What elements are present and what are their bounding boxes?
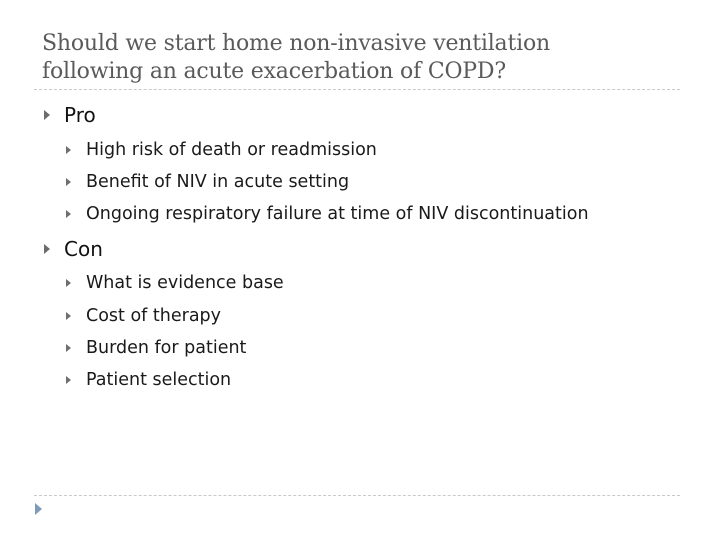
triangle-right-icon — [66, 146, 71, 154]
list-item — [66, 304, 221, 328]
slide-title-line-2: following an acute exacerbation of COPD? — [42, 59, 506, 84]
section-pro — [44, 102, 96, 128]
triangle-right-icon — [44, 244, 50, 254]
list-item-text: Ongoing respiratory failure at time of NIV discontinuation — [86, 204, 589, 224]
list-item-text: Benefit of NIV in acute setting — [86, 172, 350, 192]
nav-triangle-icon — [35, 503, 42, 515]
section-con — [44, 236, 103, 262]
list-item-text: Burden for patient — [86, 338, 247, 358]
list-item — [66, 202, 589, 226]
triangle-right-icon — [44, 110, 50, 120]
list-item — [66, 271, 284, 295]
triangle-right-icon — [66, 376, 71, 384]
section-label: Con — [64, 237, 103, 261]
footer-divider — [34, 495, 680, 496]
triangle-right-icon — [66, 312, 71, 320]
list-item-text: What is evidence base — [86, 273, 284, 293]
triangle-right-icon — [66, 210, 71, 218]
list-item-text: Cost of therapy — [86, 306, 222, 326]
list-item-text: High risk of death or readmission — [86, 140, 377, 160]
list-item — [66, 336, 246, 360]
list-item — [66, 170, 349, 194]
list-item — [66, 138, 377, 162]
triangle-right-icon — [66, 344, 71, 352]
triangle-right-icon — [66, 279, 71, 287]
triangle-right-icon — [66, 178, 71, 186]
section-label: Pro — [64, 103, 96, 127]
list-item-text: Patient selection — [86, 370, 232, 390]
list-item — [66, 368, 231, 392]
slide-title-line-1: Should we start home non-invasive ventilation — [42, 31, 550, 56]
